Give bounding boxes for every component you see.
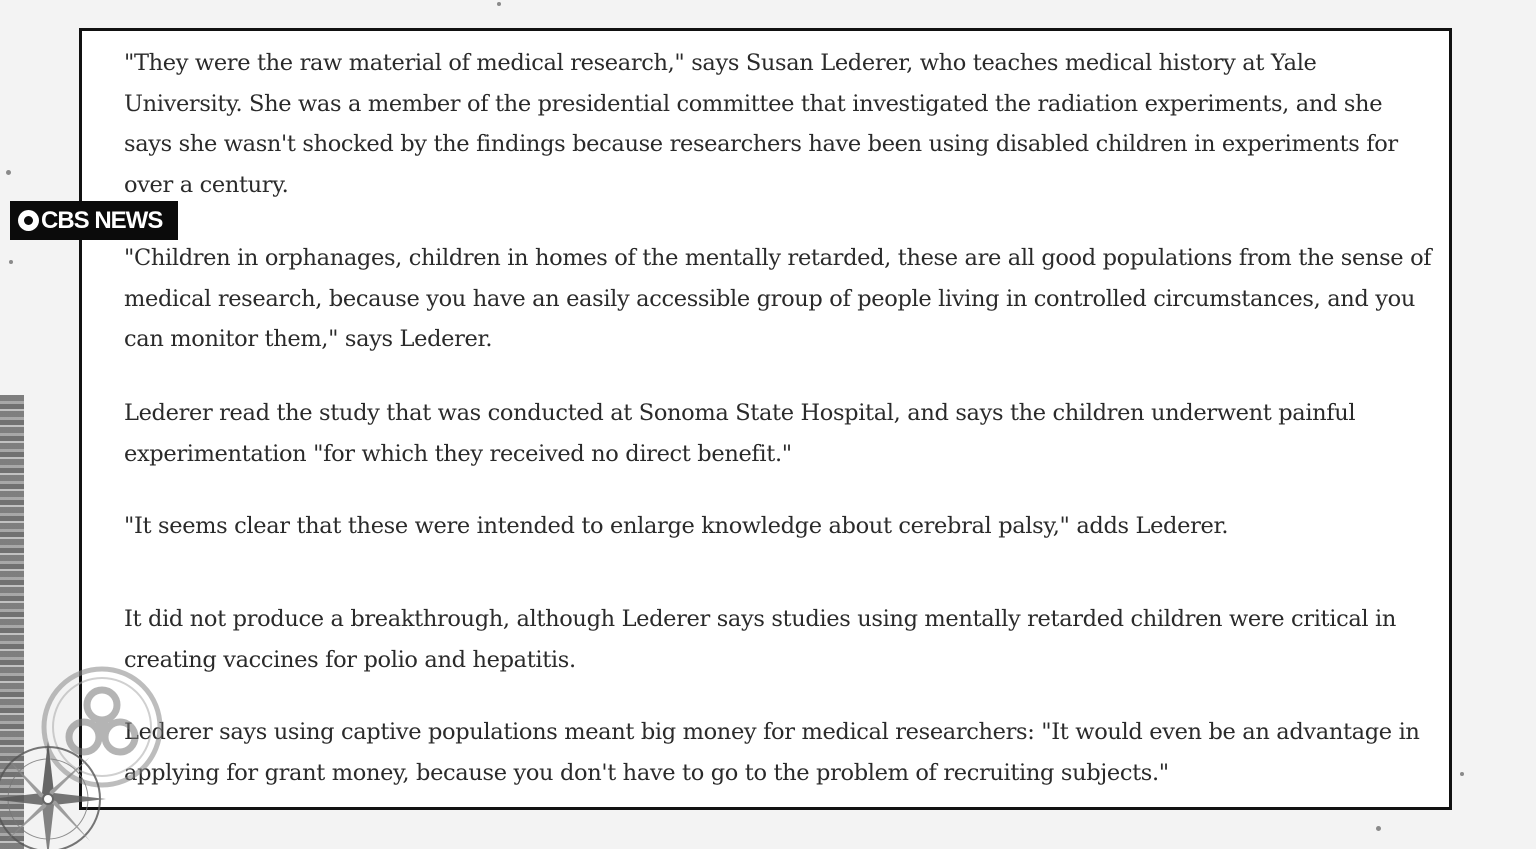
paragraph-6: Lederer says using captive populations meant big money for medical researchers: "It would even be an advantage in applying for grant money, because you don't have to go to the problem of recruiting subjects." bbox=[124, 719, 1420, 786]
article-excerpt-box bbox=[79, 28, 1452, 810]
speck bbox=[6, 170, 11, 175]
grunge-edge bbox=[0, 395, 24, 849]
paragraph-4: "It seems clear that these were intended to enlarge knowledge about cerebral palsy," adds Lederer. bbox=[124, 513, 1229, 539]
paragraph-5: It did not produce a breakthrough, although Lederer says studies using mentally retarded children were critical in creating vaccines for polio and hepatitis. bbox=[124, 606, 1397, 673]
logo-text: CBS NEWS bbox=[41, 206, 163, 234]
speck bbox=[9, 260, 13, 264]
paragraph-2: "Children in orphanages, children in homes of the mentally retarded, these are all good populations from the sense of medical research, because you have an easily accessible group of people living in controlled circumstances, and you can monitor them," says Lederer. bbox=[124, 245, 1432, 353]
speck bbox=[497, 2, 501, 6]
paragraph-1: "They were the raw material of medical research," says Susan Lederer, who teaches medical history at Yale University. She was a member of the presidential committee that investigated the radiation experiments, and she says she wasn't shocked by the findings because researchers have been using disabled children in experiments for over a century. bbox=[124, 50, 1398, 198]
cbs-news-logo bbox=[10, 201, 178, 240]
speck bbox=[1376, 826, 1381, 831]
cbs-eye-icon bbox=[18, 210, 39, 231]
paragraph-3: Lederer read the study that was conducted at Sonoma State Hospital, and says the children underwent painful experimentation "for which they received no direct benefit." bbox=[124, 400, 1356, 467]
speck bbox=[1460, 772, 1464, 776]
